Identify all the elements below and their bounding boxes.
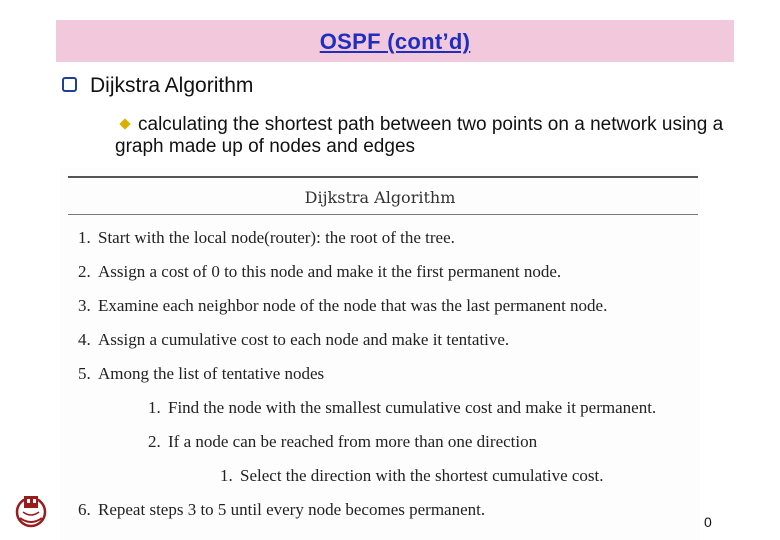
sub-bullet — [115, 114, 735, 158]
step-5-1: 1. Find the node with the smallest cumulative cost and make it permanent. — [148, 398, 657, 417]
step-3: 3. Examine each neighbor node of the node that was the last permanent node. — [78, 296, 608, 315]
sub-bullet-text: calculating the shortest path between two points on a network using a graph made up of nodes and edges — [115, 114, 724, 157]
step-1: 1. Start with the local node(router): the root of the tree. — [78, 228, 455, 247]
step-5: 5. Among the list of tentative nodes — [78, 364, 325, 383]
image-title: Dijkstra Algorithm — [304, 188, 456, 207]
step-5-2: 2. If a node can be reached from more than one direction — [148, 432, 538, 451]
algorithm-image — [60, 168, 700, 540]
divider — [68, 176, 698, 178]
slide-title: OSPF (cont’d) — [319, 29, 471, 54]
page-number: 0 — [704, 514, 712, 530]
step-5-2-1: 1. Select the direction with the shortest cumulative cost. — [220, 466, 604, 485]
step-4: 4. Assign a cumulative cost to each node and make it tentative. — [78, 330, 510, 349]
step-6: 6. Repeat steps 3 to 5 until every node becomes permanent. — [78, 500, 486, 519]
bullet-text: Dijkstra Algorithm — [90, 74, 254, 97]
diamond-bullet-icon — [119, 118, 130, 129]
step-2: 2. Assign a cost of 0 to this node and make it the first permanent node. — [78, 262, 562, 281]
title-bar — [56, 20, 734, 62]
divider — [68, 214, 698, 215]
checkbox-bullet-icon — [62, 77, 77, 92]
university-logo-icon — [12, 490, 50, 528]
